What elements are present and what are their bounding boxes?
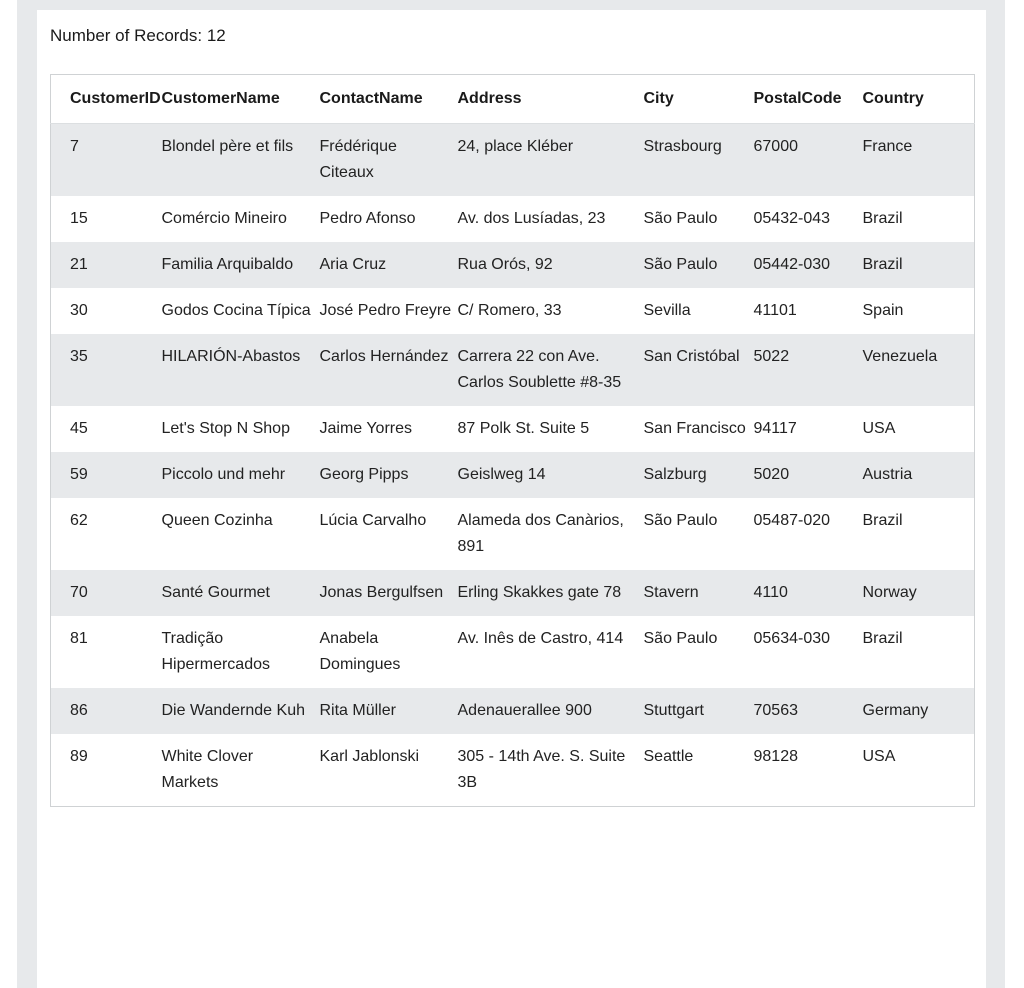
postal-code-cell: 94117 xyxy=(754,406,863,452)
table-row xyxy=(51,734,975,807)
city-cell: San Francisco xyxy=(644,406,754,452)
table-row xyxy=(51,498,975,570)
table-header xyxy=(51,75,975,124)
address-cell: 87 Polk St. Suite 5 xyxy=(458,406,644,452)
postal-code-cell: 05432-043 xyxy=(754,196,863,242)
column-header-customername: CustomerName xyxy=(162,75,320,124)
address-cell: Av. Inês de Castro, 414 xyxy=(458,616,644,688)
contact-name-cell: Frédérique Citeaux xyxy=(320,124,458,197)
postal-code-cell: 67000 xyxy=(754,124,863,197)
customer-id-cell: 35 xyxy=(51,334,162,406)
address-cell: Alameda dos Canàrios, 891 xyxy=(458,498,644,570)
result-panel xyxy=(37,10,986,988)
column-header-country: Country xyxy=(863,75,975,124)
contact-name-cell: Karl Jablonski xyxy=(320,734,458,807)
city-cell: Salzburg xyxy=(644,452,754,498)
customer-name-cell: Comércio Mineiro xyxy=(162,196,320,242)
contact-name-cell: Carlos Hernández xyxy=(320,334,458,406)
column-header-address: Address xyxy=(458,75,644,124)
record-count-label: Number of Records: xyxy=(50,26,207,45)
address-cell: Carrera 22 con Ave. Carlos Soublette #8-35 xyxy=(458,334,644,406)
customer-id-cell: 21 xyxy=(51,242,162,288)
table-row xyxy=(51,196,975,242)
table-row xyxy=(51,570,975,616)
record-count xyxy=(50,25,226,47)
table-row xyxy=(51,616,975,688)
column-header-contactname: ContactName xyxy=(320,75,458,124)
customer-name-cell: Tradição Hipermercados xyxy=(162,616,320,688)
postal-code-cell: 4110 xyxy=(754,570,863,616)
column-header-customerid: CustomerID xyxy=(51,75,162,124)
address-cell: 24, place Kléber xyxy=(458,124,644,197)
customer-name-cell: Santé Gourmet xyxy=(162,570,320,616)
customer-name-cell: White Clover Markets xyxy=(162,734,320,807)
country-cell: Austria xyxy=(863,452,975,498)
customer-name-cell: Queen Cozinha xyxy=(162,498,320,570)
country-cell: Germany xyxy=(863,688,975,734)
address-cell: Av. dos Lusíadas, 23 xyxy=(458,196,644,242)
country-cell: Brazil xyxy=(863,242,975,288)
header-row xyxy=(51,75,975,124)
postal-code-cell: 05634-030 xyxy=(754,616,863,688)
contact-name-cell: Lúcia Carvalho xyxy=(320,498,458,570)
postal-code-cell: 70563 xyxy=(754,688,863,734)
country-cell: Brazil xyxy=(863,616,975,688)
contact-name-cell: Anabela Domingues xyxy=(320,616,458,688)
address-cell: 305 - 14th Ave. S. Suite 3B xyxy=(458,734,644,807)
city-cell: São Paulo xyxy=(644,498,754,570)
postal-code-cell: 05487-020 xyxy=(754,498,863,570)
customer-id-cell: 45 xyxy=(51,406,162,452)
table-row xyxy=(51,124,975,197)
table-row xyxy=(51,242,975,288)
customer-id-cell: 15 xyxy=(51,196,162,242)
customer-name-cell: Let's Stop N Shop xyxy=(162,406,320,452)
contact-name-cell: Pedro Afonso xyxy=(320,196,458,242)
postal-code-cell: 05442-030 xyxy=(754,242,863,288)
contact-name-cell: Georg Pipps xyxy=(320,452,458,498)
country-cell: USA xyxy=(863,734,975,807)
address-cell: Geislweg 14 xyxy=(458,452,644,498)
page-background xyxy=(17,0,1005,988)
city-cell: São Paulo xyxy=(644,196,754,242)
table-row xyxy=(51,688,975,734)
customer-id-cell: 89 xyxy=(51,734,162,807)
table-row xyxy=(51,452,975,498)
contact-name-cell: José Pedro Freyre xyxy=(320,288,458,334)
customer-id-cell: 59 xyxy=(51,452,162,498)
column-header-postalcode: PostalCode xyxy=(754,75,863,124)
contact-name-cell: Rita Müller xyxy=(320,688,458,734)
customer-name-cell: HILARIÓN-Abastos xyxy=(162,334,320,406)
country-cell: USA xyxy=(863,406,975,452)
contact-name-cell: Aria Cruz xyxy=(320,242,458,288)
postal-code-cell: 5020 xyxy=(754,452,863,498)
customer-id-cell: 62 xyxy=(51,498,162,570)
customer-name-cell: Familia Arquibaldo xyxy=(162,242,320,288)
country-cell: Venezuela xyxy=(863,334,975,406)
country-cell: Spain xyxy=(863,288,975,334)
record-count-value: 12 xyxy=(206,26,226,45)
customer-name-cell: Godos Cocina Típica xyxy=(162,288,320,334)
country-cell: Norway xyxy=(863,570,975,616)
city-cell: Strasbourg xyxy=(644,124,754,197)
postal-code-cell: 5022 xyxy=(754,334,863,406)
city-cell: Stuttgart xyxy=(644,688,754,734)
customer-name-cell: Die Wandernde Kuh xyxy=(162,688,320,734)
country-cell: Brazil xyxy=(863,196,975,242)
city-cell: Sevilla xyxy=(644,288,754,334)
customer-name-cell: Blondel père et fils xyxy=(162,124,320,197)
customer-id-cell: 70 xyxy=(51,570,162,616)
table-body xyxy=(51,124,975,807)
city-cell: Seattle xyxy=(644,734,754,807)
customer-id-cell: 81 xyxy=(51,616,162,688)
city-cell: Stavern xyxy=(644,570,754,616)
city-cell: São Paulo xyxy=(644,616,754,688)
customer-id-cell: 7 xyxy=(51,124,162,197)
table-row xyxy=(51,288,975,334)
address-cell: Erling Skakkes gate 78 xyxy=(458,570,644,616)
customer-id-cell: 30 xyxy=(51,288,162,334)
postal-code-cell: 41101 xyxy=(754,288,863,334)
postal-code-cell: 98128 xyxy=(754,734,863,807)
country-cell: France xyxy=(863,124,975,197)
address-cell: Adenauerallee 900 xyxy=(458,688,644,734)
address-cell: C/ Romero, 33 xyxy=(458,288,644,334)
table-row xyxy=(51,334,975,406)
contact-name-cell: Jaime Yorres xyxy=(320,406,458,452)
country-cell: Brazil xyxy=(863,498,975,570)
table-row xyxy=(51,406,975,452)
customer-id-cell: 86 xyxy=(51,688,162,734)
customers-table xyxy=(50,74,975,807)
city-cell: São Paulo xyxy=(644,242,754,288)
address-cell: Rua Orós, 92 xyxy=(458,242,644,288)
contact-name-cell: Jonas Bergulfsen xyxy=(320,570,458,616)
column-header-city: City xyxy=(644,75,754,124)
customer-name-cell: Piccolo und mehr xyxy=(162,452,320,498)
city-cell: San Cristóbal xyxy=(644,334,754,406)
